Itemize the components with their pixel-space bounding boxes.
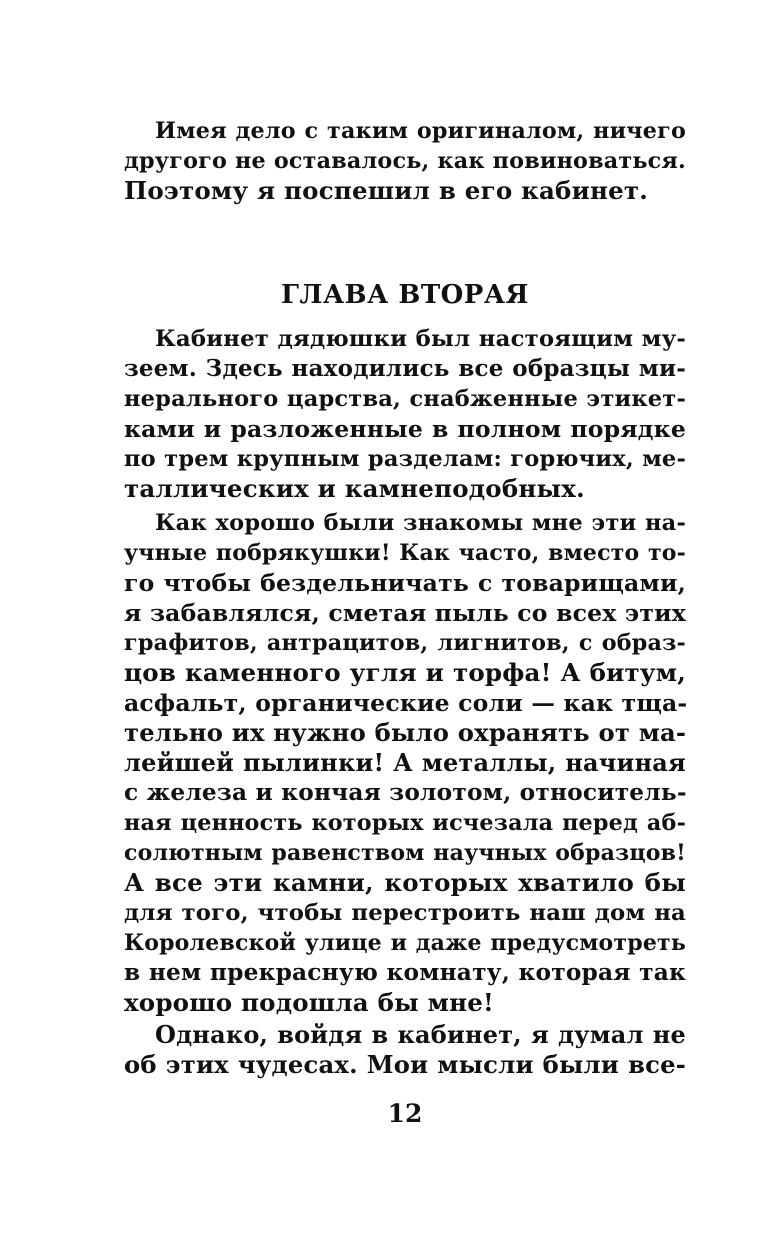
paragraph2-line-6: цов каменного угля и торфа! А битум, (124, 658, 686, 687)
intro-line-3: Поэтому я поспешил в его кабинет. (124, 176, 648, 205)
paragraph2-line-16: в нем прекрасную комнату, которая так (124, 959, 686, 986)
paragraph2-line-11: ная ценность которых исчезала перед аб- (124, 810, 686, 836)
intro-line-2: другого не оставалось, как повиноваться. (124, 148, 686, 174)
paragraph2-line-15: Королевской улице и даже предусмотреть (124, 930, 686, 956)
chapter-title: ГЛАВА ВТОРАЯ (281, 280, 529, 310)
paragraph2-line-10: с железа и кончая золотом, относитель- (124, 779, 687, 806)
paragraph2-line-14: для того, чтобы перестроить наш дом на (124, 900, 686, 926)
paragraph2-line-4: я забавлялся, сметая пыль со всех этих (124, 599, 686, 627)
paragraph2-line-5: графитов, антрацитов, лигнитов, с образ- (124, 630, 686, 656)
paragraph1-line-6: таллических и камнеподобных. (124, 474, 585, 503)
paragraph2-line-12: солютным равенством научных образцов! (124, 840, 686, 866)
paragraph2-line-7: асфальт, органические соли — как тща- (124, 689, 688, 717)
paragraph1-line-4: ками и разложенные в полном порядке (124, 415, 686, 443)
paragraph1-line-3: нерального царства, снабженные этикет- (124, 386, 686, 412)
paragraph2-line-9: лейшей пылинки! А металлы, начиная (124, 748, 686, 777)
paragraph1-line-5: по трем крупным разделам: горючих, ме- (124, 446, 686, 472)
intro-line-1: Имея дело с таким оригиналом, ничего (155, 118, 686, 144)
paragraph2-line-3: го чтобы бездельничать с товарищами, (124, 569, 686, 597)
paragraph2-line-13: А все эти камни, которых хватило бы (124, 868, 686, 897)
paragraph1-line-1: Кабинет дядюшки был настоящим му- (155, 326, 686, 352)
paragraph3-line-1: Однако, войдя в кабинет, я думал не (155, 1020, 686, 1049)
paragraph2-line-2: учные побрякушки! Как часто, вместо то- (124, 540, 686, 566)
paragraph2-line-8: тельно их нужно было охранять от ма- (124, 718, 687, 747)
paragraph1-line-2: зеем. Здесь находились все образцы ми- (124, 355, 686, 382)
paragraph3-line-2: об этих чудесах. Мои мысли были все- (124, 1050, 686, 1079)
paragraph2-line-17: хорошо подошла бы мне! (124, 988, 494, 1017)
paragraph2-line-1: Как хорошо были знакомы мне эти на- (155, 510, 686, 536)
page-number: 12 (387, 1099, 423, 1128)
